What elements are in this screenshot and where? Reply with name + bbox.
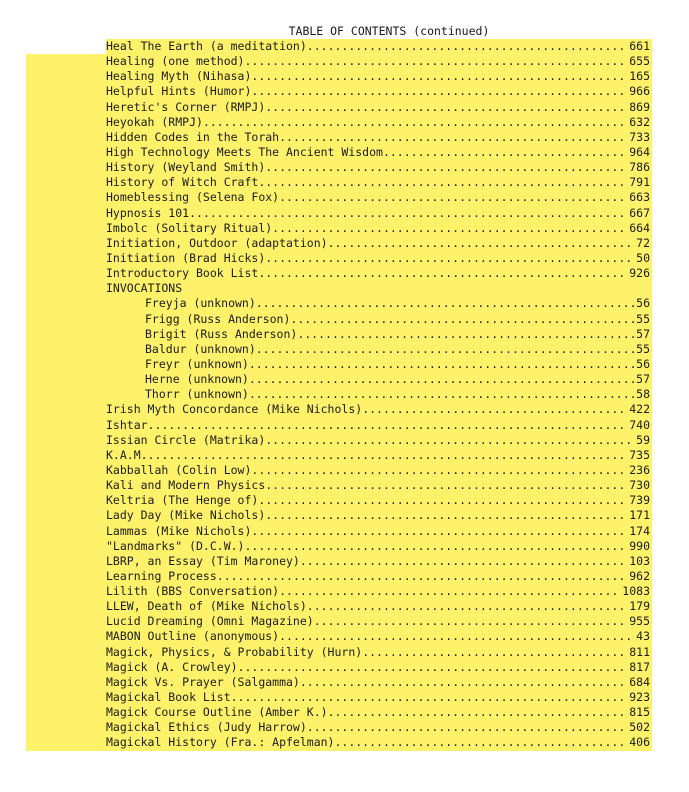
toc-entry — [0, 160, 689, 175]
toc-entry-line — [145, 372, 650, 387]
dot-leader — [383, 145, 628, 160]
toc-entry-title: Learning Process — [106, 568, 217, 583]
dot-leader — [265, 160, 628, 175]
toc-entry-page: 730 — [629, 478, 650, 493]
toc-entry — [0, 463, 689, 478]
toc-entry — [0, 645, 689, 660]
toc-entry — [0, 433, 689, 448]
toc-entry — [0, 145, 689, 160]
toc-entry — [0, 281, 689, 296]
toc-entry-page: 57 — [636, 326, 650, 341]
toc-entry-page: 990 — [629, 538, 650, 553]
toc-entry — [0, 660, 689, 675]
toc-entry-title: Lucid Dreaming (Omni Magazine) — [106, 614, 314, 629]
toc-entry-line — [106, 418, 650, 433]
toc-entry-title: Heal The Earth (a meditation) — [106, 39, 307, 53]
toc-entry-title: Baldur (unknown) — [145, 341, 256, 356]
dot-leader — [279, 190, 628, 205]
toc-entry — [0, 266, 689, 281]
toc-entry-page: 735 — [629, 447, 650, 462]
dot-leader — [148, 448, 629, 463]
toc-entry-line — [106, 115, 650, 130]
toc-entry-title: History of Witch Craft — [106, 175, 259, 190]
dot-leader — [258, 266, 628, 281]
dot-leader — [314, 614, 629, 629]
toc-entry-title: "Landmarks" (D.C.W.) — [106, 538, 245, 553]
toc-entry-line — [106, 433, 650, 448]
toc-entry-title: Magick, Physics, & Probability (Hurn) — [106, 644, 363, 659]
toc-entry-page: 955 — [629, 614, 650, 629]
toc-entry-page: 664 — [629, 220, 650, 235]
toc-entry-page: 815 — [629, 705, 650, 720]
toc-entry-line — [145, 342, 650, 357]
toc-entry-line — [106, 236, 650, 251]
dot-leader — [279, 130, 628, 145]
dot-leader — [256, 342, 635, 357]
toc-entry-title: Heretic's Corner (RMPJ) — [106, 99, 266, 114]
toc-entry-page: 663 — [629, 190, 650, 205]
toc-entry-title: Irish Myth Concordance (Mike Nichols) — [106, 402, 363, 417]
toc-entry-title: Imbolc (Solitary Ritual) — [106, 220, 273, 235]
toc-entry — [0, 569, 689, 584]
toc-entry-line — [106, 175, 650, 190]
toc-entry-line — [106, 705, 650, 720]
toc-entry-page: 171 — [629, 508, 650, 523]
dot-leader — [189, 206, 628, 221]
toc-entry-page: 422 — [629, 402, 650, 417]
toc-entry-line — [106, 190, 650, 205]
dot-leader — [279, 584, 621, 599]
dot-leader — [307, 599, 628, 614]
toc-entry-page: 811 — [629, 644, 650, 659]
toc-entry-title: Kali and Modern Physics — [106, 478, 266, 493]
dot-leader — [249, 357, 635, 372]
toc-entry — [0, 629, 689, 644]
dot-leader — [251, 463, 628, 478]
toc-entry-page: 740 — [629, 417, 650, 432]
toc-entry-page: 43 — [636, 629, 650, 644]
toc-entry-line — [145, 357, 650, 372]
dot-leader — [265, 251, 635, 266]
toc-entry-line — [106, 539, 650, 554]
toc-entry — [0, 418, 689, 433]
toc-entry-line — [145, 312, 650, 327]
toc-entry-title: Magick (A. Crowley) — [106, 659, 238, 674]
dot-leader — [307, 39, 628, 54]
toc-entry-line — [106, 599, 650, 614]
toc-entry — [0, 54, 689, 69]
toc-entry — [0, 175, 689, 190]
toc-entry-page: 59 — [636, 432, 650, 447]
dot-leader — [300, 554, 628, 569]
toc-entry — [0, 402, 689, 417]
toc-entry-line — [106, 735, 650, 750]
toc-entry-title: Magickal Book List — [106, 690, 231, 705]
toc-entry — [0, 221, 689, 236]
dot-leader — [307, 720, 628, 735]
toc-entry-title: Magickal History (Fra.: Apfelman) — [106, 735, 335, 750]
toc-entry-title: Healing Myth (Nihasa) — [106, 69, 252, 84]
toc-entry — [0, 614, 689, 629]
toc-entry — [0, 357, 689, 372]
toc-entry-page: 165 — [629, 69, 650, 84]
toc-entry-page: 174 — [629, 523, 650, 538]
dot-leader — [251, 524, 628, 539]
dot-leader — [265, 100, 628, 115]
toc-entry-page: 103 — [629, 553, 650, 568]
page-heading: TABLE OF CONTENTS (continued) — [288, 24, 490, 38]
toc-entry-line — [106, 508, 650, 523]
toc-entry — [0, 478, 689, 493]
toc-entry-title: Magick Course Outline (Amber K.) — [106, 705, 328, 720]
toc-entry-page: 57 — [636, 372, 650, 387]
toc-entry-title: Hypnosis 101 — [106, 205, 190, 220]
toc-entry-line — [106, 645, 650, 660]
toc-entry-page: 56 — [636, 356, 650, 371]
toc-entry — [0, 236, 689, 251]
toc-entry — [0, 508, 689, 523]
toc-entry-title: LLEW, Death of (Mike Nichols) — [106, 599, 307, 614]
dot-leader — [265, 433, 635, 448]
toc-entry-page: 55 — [636, 311, 650, 326]
toc-entry-page: 50 — [636, 250, 650, 265]
toc-entry-page: 791 — [629, 175, 650, 190]
toc-entry-title: Ishtar — [106, 417, 148, 432]
toc-entry-page: 966 — [629, 84, 650, 99]
toc-entry-title: Issian Circle (Matrika) — [106, 432, 266, 447]
dot-leader — [300, 675, 628, 690]
toc-entry-page: 55 — [636, 341, 650, 356]
toc-entry-line — [145, 387, 650, 402]
toc-entry — [0, 206, 689, 221]
dot-leader — [290, 312, 635, 327]
toc-entry-line — [106, 130, 650, 145]
dot-leader — [362, 402, 628, 417]
toc-entry-page: 1083 — [622, 584, 650, 599]
toc-entry-line — [106, 69, 650, 84]
toc-entry-page: 661 — [629, 39, 650, 53]
toc-entry-line — [145, 327, 650, 342]
toc-entry-line — [106, 554, 650, 569]
toc-entry-title: Magickal Ethics (Judy Harrow) — [106, 720, 307, 735]
toc-entry-line — [106, 690, 650, 705]
toc-entry — [0, 448, 689, 463]
dot-leader — [251, 69, 628, 84]
toc-entry — [0, 342, 689, 357]
toc-entry-line — [106, 54, 650, 69]
toc-entry-title: High Technology Meets The Ancient Wisdom — [106, 144, 383, 159]
toc-entry-title: Freyja (unknown) — [145, 296, 256, 311]
dot-leader — [217, 569, 628, 584]
toc-entry-line — [145, 296, 650, 311]
toc-entry-line — [106, 493, 650, 508]
toc-entry-page: 667 — [629, 205, 650, 220]
toc-entry-title: Initiation, Outdoor (adaptation) — [106, 235, 328, 250]
toc-entry-page: 964 — [629, 144, 650, 159]
toc-entry-title: Heyokah (RMPJ) — [106, 114, 203, 129]
dot-leader — [249, 387, 635, 402]
toc-entry-page: 733 — [629, 129, 650, 144]
toc-entry — [0, 493, 689, 508]
toc-entry-page: 179 — [629, 599, 650, 614]
toc-entry-title: Lady Day (Mike Nichols) — [106, 508, 266, 523]
toc-entry-title: LBRP, an Essay (Tim Maroney) — [106, 553, 300, 568]
toc-entry-page: 926 — [629, 266, 650, 281]
dot-leader — [238, 660, 629, 675]
toc-entry-page: 655 — [629, 54, 650, 69]
toc-entry-page: 962 — [629, 568, 650, 583]
toc-entry-line — [106, 584, 650, 599]
toc-entry-title: Magick Vs. Prayer (Salgamma) — [106, 674, 300, 689]
toc-entry — [0, 251, 689, 266]
toc-entry-title: Healing (one method) — [106, 54, 245, 69]
dot-leader — [265, 508, 628, 523]
dot-leader — [297, 327, 635, 342]
dot-leader — [249, 372, 635, 387]
toc-entry-title: Herne (unknown) — [145, 372, 249, 387]
toc-entry-line — [106, 720, 650, 735]
dot-leader — [244, 54, 628, 69]
toc-entry-line — [106, 160, 650, 175]
toc-entry-title: Kabballah (Colin Low) — [106, 462, 252, 477]
toc-entry — [0, 720, 689, 735]
dot-leader — [258, 493, 628, 508]
dot-leader — [265, 478, 628, 493]
toc-entry — [0, 372, 689, 387]
toc-entry-line — [106, 524, 650, 539]
toc-entry-line — [106, 402, 650, 417]
toc-entry-line — [106, 478, 650, 493]
toc-entry — [0, 39, 689, 54]
toc-entry-line — [106, 251, 650, 266]
dot-leader — [256, 296, 635, 311]
toc-entry-line — [106, 266, 650, 281]
toc-entry-title: Brigit (Russ Anderson) — [145, 326, 298, 341]
toc-entry-line — [106, 206, 650, 221]
toc-entry — [0, 100, 689, 115]
dot-leader — [328, 705, 629, 720]
toc-entry-line — [106, 39, 650, 54]
toc-entry — [0, 115, 689, 130]
dot-leader — [279, 629, 635, 644]
dot-leader — [244, 539, 628, 554]
toc-entry-line — [106, 100, 650, 115]
toc-entry-title: Lammas (Mike Nichols) — [106, 523, 252, 538]
dot-leader — [328, 236, 636, 251]
dot-leader — [148, 418, 629, 433]
toc-entry-title: Hidden Codes in the Torah — [106, 129, 280, 144]
toc-entry-line — [106, 629, 650, 644]
toc-entry-title: History (Weyland Smith) — [106, 160, 266, 175]
toc-entry-line — [106, 281, 650, 296]
toc-entry — [0, 690, 689, 705]
dot-leader — [362, 645, 628, 660]
toc-entry — [0, 327, 689, 342]
table-of-contents — [0, 39, 689, 751]
dot-leader — [231, 690, 629, 705]
toc-entry — [0, 387, 689, 402]
toc-entry — [0, 675, 689, 690]
toc-entry-page: 923 — [629, 690, 650, 705]
toc-entry-title: Freyr (unknown) — [145, 356, 249, 371]
toc-entry-page: 869 — [629, 99, 650, 114]
toc-entry-page: 739 — [629, 493, 650, 508]
dot-leader — [258, 175, 628, 190]
toc-entry-line — [106, 675, 650, 690]
toc-entry-line — [106, 569, 650, 584]
toc-entry-page: 406 — [629, 735, 650, 750]
toc-entry-title: Frigg (Russ Anderson) — [145, 311, 291, 326]
toc-entry-line — [106, 221, 650, 236]
toc-entry-line — [106, 463, 650, 478]
toc-entry-page: 502 — [629, 720, 650, 735]
toc-entry — [0, 599, 689, 614]
toc-entry-page: 56 — [636, 296, 650, 311]
toc-entry-page: 72 — [636, 235, 650, 250]
toc-entry-title: Initiation (Brad Hicks) — [106, 250, 266, 265]
toc-entry-page: 684 — [629, 674, 650, 689]
toc-entry-title: Thorr (unknown) — [145, 387, 249, 402]
dot-leader — [203, 115, 628, 130]
toc-entry-page: 786 — [629, 160, 650, 175]
toc-entry-line — [106, 145, 650, 160]
toc-entry — [0, 296, 689, 311]
toc-entry-title: Introductory Book List — [106, 266, 259, 281]
toc-entry-page: 817 — [629, 659, 650, 674]
toc-entry-title: Keltria (The Henge of) — [106, 493, 259, 508]
toc-entry-line — [106, 660, 650, 675]
dot-leader — [272, 221, 628, 236]
toc-entry — [0, 130, 689, 145]
toc-entry — [0, 84, 689, 99]
toc-entry-line — [106, 84, 650, 99]
toc-entry-line — [106, 448, 650, 463]
toc-entry-title: Helpful Hints (Humor) — [106, 84, 252, 99]
toc-entry-title: K.A.M. — [106, 447, 148, 462]
toc-entry — [0, 554, 689, 569]
toc-entry-page: 58 — [636, 387, 650, 402]
toc-entry-page: 632 — [629, 114, 650, 129]
toc-entry — [0, 312, 689, 327]
toc-entry — [0, 69, 689, 84]
toc-entry — [0, 190, 689, 205]
toc-entry — [0, 584, 689, 599]
toc-entry — [0, 524, 689, 539]
dot-leader — [251, 84, 628, 99]
toc-entry — [0, 705, 689, 720]
toc-entry-line — [106, 614, 650, 629]
toc-entry-title: INVOCATIONS — [106, 281, 183, 296]
toc-entry-page: 236 — [629, 462, 650, 477]
toc-entry-title: MABON Outline (anonymous) — [106, 629, 280, 644]
dot-leader — [334, 735, 628, 750]
toc-entry-title: Lilith (BBS Conversation) — [106, 584, 280, 599]
toc-entry — [0, 735, 689, 750]
toc-entry — [0, 539, 689, 554]
toc-entry-title: Homeblessing (Selena Fox) — [106, 190, 280, 205]
